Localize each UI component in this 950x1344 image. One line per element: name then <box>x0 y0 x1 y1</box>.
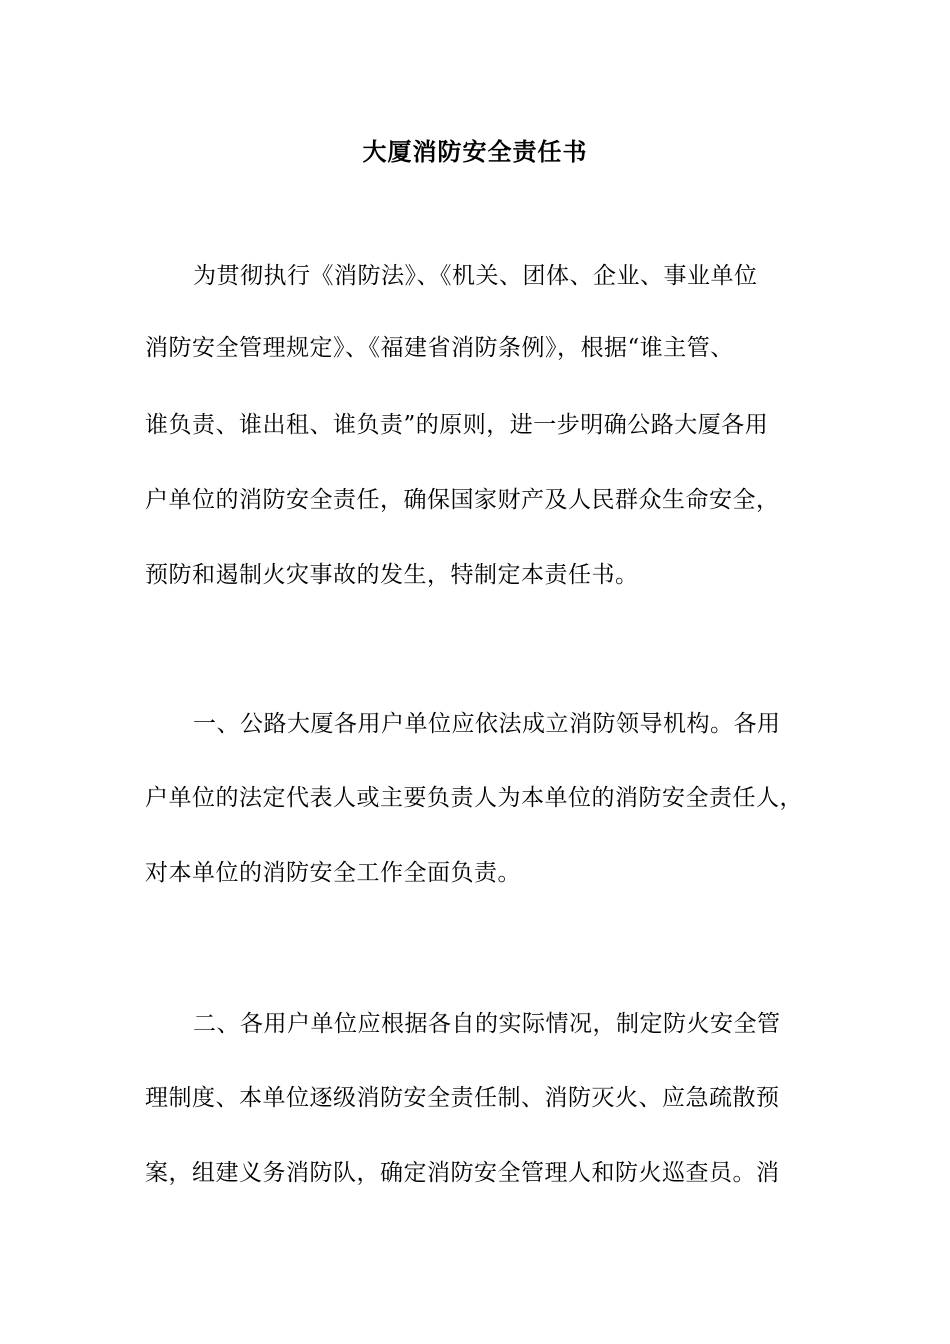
paragraph-line-11: 案，组建义务消防队，确定消防安全管理人和防火巡查员。消 <box>145 1160 780 1186</box>
paragraph-line-6: 一、公路大厦各用户单位应依法成立消防领导机构。各用 <box>193 711 781 737</box>
paragraph-line-4: 户单位的消防安全责任，确保国家财产及人民群众生命安全， <box>145 487 780 513</box>
paragraph-line-10: 理制度、本单位逐级消防安全责任制、消防灭火、应急疏散预 <box>145 1085 780 1111</box>
paragraph-line-7: 户单位的法定代表人或主要负责人为本单位的消防安全责任人， <box>145 785 803 811</box>
paragraph-line-5: 预防和遏制火灾事故的发生，特制定本责任书。 <box>145 562 639 588</box>
paragraph-line-1: 为贯彻执行《消防法》、《机关、团体、企业、事业单位 <box>193 263 758 289</box>
paragraph-line-9: 二、各用户单位应根据各自的实际情况，制定防火安全管 <box>193 1011 781 1037</box>
paragraph-line-8: 对本单位的消防安全工作全面负责。 <box>145 860 521 886</box>
document-title: 大厦消防安全责任书 <box>362 137 588 166</box>
paragraph-line-3: 谁负责、谁出租、谁负责”的原则，进一步明确公路大厦各用 <box>145 412 769 438</box>
paragraph-line-2: 消防安全管理规定》、《福建省消防条例》，根据“谁主管、 <box>145 335 734 361</box>
